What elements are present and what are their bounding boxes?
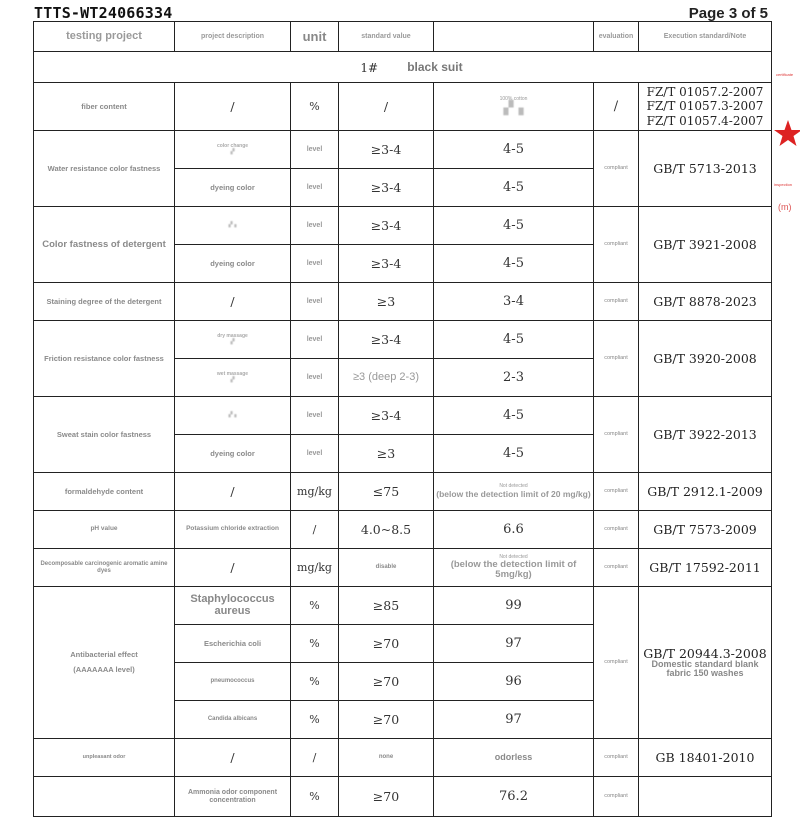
row-result: 2-3 (434, 359, 594, 397)
row-eval: compliant (594, 777, 639, 817)
row-desc: Escherichia coli (175, 625, 291, 663)
row-unit: % (291, 83, 339, 131)
row-norm: GB/T 3920-2008 (639, 321, 772, 397)
sample-number: 1# (360, 60, 379, 75)
row-standard: ≥3 (339, 283, 434, 321)
row-norm: GB/T 7573-2009 (639, 511, 772, 549)
row-standard: ≥3-4 (339, 397, 434, 435)
seal-mark: (m) (778, 202, 792, 212)
row-norm (639, 777, 772, 817)
seal-star-icon (774, 120, 800, 146)
sample-row (34, 52, 772, 83)
result-top: Not detected (499, 483, 528, 490)
seal-graphic (772, 60, 800, 220)
table-row (34, 283, 772, 321)
row-item-ammonia (34, 777, 175, 817)
row-desc: / (175, 83, 291, 131)
table-row (34, 777, 772, 817)
table-row (34, 587, 772, 625)
row-desc: dyeing color (175, 435, 291, 473)
row-item-amine: Decomposable carcinogenic aromatic amine dyes (34, 549, 175, 587)
table-row (34, 207, 772, 245)
row-unit: mg/kg (291, 473, 339, 511)
row-unit: level (291, 169, 339, 207)
row-desc: Ammonia odor component concentration (175, 777, 291, 817)
row-eval: compliant (594, 587, 639, 739)
row-eval: compliant (594, 549, 639, 587)
row-eval: compliant (594, 473, 639, 511)
norm-line: FZ/T 01057.2-2007 (646, 84, 764, 99)
row-result: 97 (434, 701, 594, 739)
row-standard: ≥70 (339, 663, 434, 701)
row-result: odorless (434, 739, 594, 777)
row-item-sweat: Sweat stain color fastness (34, 397, 175, 473)
stamp-text-top: certificate (776, 72, 794, 77)
row-unit: mg/kg (291, 549, 339, 587)
row-result: 100% cotton ▞▗ (434, 83, 594, 131)
row-standard: ≥3-4 (339, 207, 434, 245)
row-unit: level (291, 397, 339, 435)
row-standard: ≥3-4 (339, 245, 434, 283)
col-header-unit: unit (291, 22, 339, 52)
row-item-antibacterial: Antibacterial effect (AAAAAAA level) (34, 587, 175, 739)
row-standard: ≥3-4 (339, 131, 434, 169)
col-header-result (434, 22, 594, 52)
row-eval: compliant (594, 131, 639, 207)
table-row (34, 83, 772, 131)
report-id: TTTS-WT24066334 (34, 4, 173, 22)
row-desc: / (175, 283, 291, 321)
col-header-testing-project: testing project (34, 22, 175, 52)
row-item-friction: Friction resistance color fastness (34, 321, 175, 397)
row-item-formaldehyde: formaldehyde content (34, 473, 175, 511)
row-unit: % (291, 587, 339, 625)
row-eval: compliant (594, 321, 639, 397)
official-seal-fragment (772, 60, 800, 220)
row-desc: ▞▗ (175, 207, 291, 245)
row-item-ph: pH value (34, 511, 175, 549)
row-unit: level (291, 207, 339, 245)
row-result: 76.2 (434, 777, 594, 817)
test-results-table (33, 21, 772, 817)
row-result (434, 549, 594, 587)
result-note: (below the detection limit of 20 mg/kg) (436, 488, 591, 499)
row-unit: level (291, 435, 339, 473)
table-row (34, 511, 772, 549)
row-desc: dyeing color (175, 169, 291, 207)
row-unit: % (291, 625, 339, 663)
row-result: 4-5 (434, 131, 594, 169)
row-norm: GB/T 3921-2008 (639, 207, 772, 283)
row-item-staining: Staining degree of the detergent (34, 283, 175, 321)
row-result: 4-5 (434, 207, 594, 245)
table-row (34, 739, 772, 777)
row-desc: color change ▞ (175, 131, 291, 169)
col-header-standard-value: standard value (339, 22, 434, 52)
result-note: (below the detection limit of 5mg/kg) (450, 559, 577, 581)
row-desc: Potassium chloride extraction (175, 511, 291, 549)
row-standard: ≥70 (339, 777, 434, 817)
row-result: 6.6 (434, 511, 594, 549)
row-standard: ≥3-4 (339, 169, 434, 207)
row-result: 3-4 (434, 283, 594, 321)
norm-line: FZ/T 01057.4-2007 (646, 113, 764, 128)
row-result: 96 (434, 663, 594, 701)
row-unit: / (291, 511, 339, 549)
row-eval: compliant (594, 739, 639, 777)
table-row (34, 321, 772, 359)
sample-cell (34, 52, 772, 83)
row-unit: level (291, 321, 339, 359)
norm-note: Domestic standard blank fabric 150 washes (651, 658, 759, 679)
fiber-result: 100% cotton (499, 96, 528, 103)
row-item-fiber: fiber content (34, 83, 175, 131)
norm-standard: GB/T 20944.3-2008 (643, 645, 767, 661)
row-standard: ≤75 (339, 473, 434, 511)
row-unit: level (291, 359, 339, 397)
row-result: 99 (434, 587, 594, 625)
row-norm: GB/T 8878-2023 (639, 283, 772, 321)
row-standard: 4.0~8.5 (339, 511, 434, 549)
row-result: 4-5 (434, 321, 594, 359)
row-desc: Staphylococcus aureus (175, 587, 291, 625)
result-top: Not detected (499, 553, 528, 560)
table-row (34, 473, 772, 511)
stamp-text-bottom: inspection (774, 182, 793, 187)
row-desc: pneumococcus (175, 663, 291, 701)
row-item-detergent: Color fastness of detergent (34, 207, 175, 283)
row-norm: GB/T 2912.1-2009 (639, 473, 772, 511)
col-header-execution-standard: Execution standard/Note (639, 22, 772, 52)
row-unit: % (291, 701, 339, 739)
row-unit: / (291, 739, 339, 777)
row-unit: % (291, 663, 339, 701)
col-header-project-description: project description (175, 22, 291, 52)
row-norm: GB/T 3922-2013 (639, 397, 772, 473)
row-desc: / (175, 739, 291, 777)
row-eval: compliant (594, 511, 639, 549)
sample-name: black suit (407, 59, 463, 74)
row-standard: ≥70 (339, 625, 434, 663)
row-standard: ≥70 (339, 701, 434, 739)
row-norm: GB 18401-2010 (639, 739, 772, 777)
row-desc: / (175, 473, 291, 511)
row-result: 97 (434, 625, 594, 663)
row-standard: ≥3 (339, 435, 434, 473)
row-norm (639, 83, 772, 131)
row-desc: Candida albicans (175, 701, 291, 739)
row-result: 4-5 (434, 397, 594, 435)
row-desc: wet massage ▞ (175, 359, 291, 397)
table-row (34, 549, 772, 587)
row-standard: disable (339, 549, 434, 587)
row-result: 4-5 (434, 169, 594, 207)
row-norm: GB/T 5713-2013 (639, 131, 772, 207)
row-standard: none (339, 739, 434, 777)
row-norm (639, 587, 772, 739)
row-desc: / (175, 549, 291, 587)
row-result (434, 473, 594, 511)
row-standard: / (339, 83, 434, 131)
table-row (34, 397, 772, 435)
table-row (34, 131, 772, 169)
header-row (34, 22, 772, 52)
row-unit: level (291, 283, 339, 321)
row-unit: % (291, 777, 339, 817)
norm-line: FZ/T 01057.3-2007 (646, 99, 764, 114)
row-result: 4-5 (434, 245, 594, 283)
row-desc: dry massage ▞ (175, 321, 291, 359)
row-unit: level (291, 131, 339, 169)
row-eval: compliant (594, 397, 639, 473)
row-eval: compliant (594, 283, 639, 321)
page-number: Page 3 of 5 (688, 5, 768, 22)
row-desc: dyeing color (175, 245, 291, 283)
row-standard: ≥85 (339, 587, 434, 625)
col-header-evaluation: evaluation (594, 22, 639, 52)
row-eval: compliant (594, 207, 639, 283)
row-item-water: Water resistance color fastness (34, 131, 175, 207)
row-item-odor: unpleasant odor (34, 739, 175, 777)
row-unit: level (291, 245, 339, 283)
row-desc: ▞▗ (175, 397, 291, 435)
row-standard: ≥3-4 (339, 321, 434, 359)
row-norm: GB/T 17592-2011 (639, 549, 772, 587)
row-result: 4-5 (434, 435, 594, 473)
row-eval: / (594, 83, 639, 131)
row-standard: ≥3 (deep 2-3) (339, 359, 434, 397)
